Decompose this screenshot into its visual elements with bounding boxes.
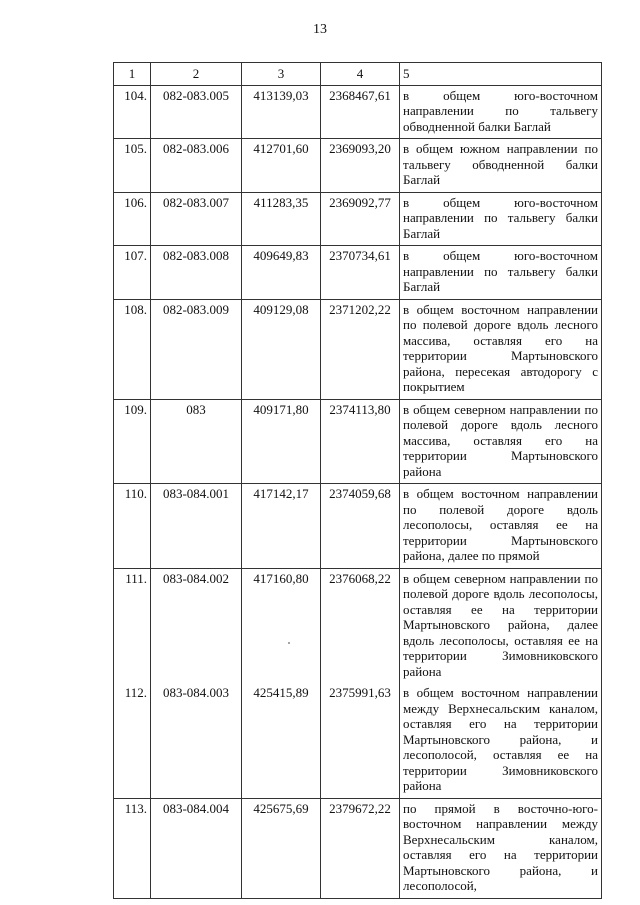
table-row [114, 399, 602, 484]
coord-x: 413139,03 [242, 85, 321, 139]
table-row [114, 85, 602, 139]
table-row [114, 568, 602, 683]
coord-x: 409649,83 [242, 246, 321, 300]
point-code: 083-084.002 [151, 568, 242, 683]
table-row [114, 484, 602, 569]
boundary-description: в общем северном направлении по полевой дороге вдоль лесополосы, оставляя ее на территории Мартыновского района, далее вдоль лесополосы, оставляя ее на территории Зимовниковского района [400, 568, 602, 683]
boundary-table [113, 62, 602, 899]
point-code: 082-083.007 [151, 192, 242, 246]
page-number: 13 [313, 22, 327, 37]
table-header-row [114, 63, 602, 86]
header-col-5: 5 [400, 63, 602, 86]
coord-y: 2369092,77 [321, 192, 400, 246]
table-row [114, 299, 602, 399]
coord-x: 425415,89 [242, 683, 321, 798]
coord-x: 417142,17 [242, 484, 321, 569]
coord-x: 425675,69 [242, 798, 321, 898]
row-number: 105. [114, 139, 151, 193]
table-row [114, 139, 602, 193]
boundary-description: в общем южном направлении по тальвегу обводненной балки Баглай [400, 139, 602, 193]
row-number: 113. [114, 798, 151, 898]
boundary-description: в общем юго-восточном направлении по тальвегу обводненной балки Баглай [400, 85, 602, 139]
point-code: 083-084.004 [151, 798, 242, 898]
boundary-description: в общем северном направлении по полевой дороге вдоль лесного массива, оставляя его на территории Мартыновского района [400, 399, 602, 484]
boundary-description: в общем юго-восточном направлении по тальвегу балки Баглай [400, 192, 602, 246]
coord-y: 2375991,63 [321, 683, 400, 798]
row-number: 109. [114, 399, 151, 484]
row-number: 110. [114, 484, 151, 569]
coord-x: 412701,60 [242, 139, 321, 193]
table-row [114, 192, 602, 246]
point-code: 082-083.009 [151, 299, 242, 399]
row-number: 111. [114, 568, 151, 683]
coord-y: 2374059,68 [321, 484, 400, 569]
boundary-description: в общем восточном направлении по полевой дороге вдоль лесополосы, оставляя ее на территории Мартыновского района, далее по прямой [400, 484, 602, 569]
scan-speck [288, 642, 290, 644]
coord-y: 2371202,22 [321, 299, 400, 399]
coord-x: 417160,80 [242, 568, 321, 683]
row-number: 107. [114, 246, 151, 300]
coord-x: 409129,08 [242, 299, 321, 399]
coord-y: 2374113,80 [321, 399, 400, 484]
coord-y: 2370734,61 [321, 246, 400, 300]
row-number: 108. [114, 299, 151, 399]
coord-y: 2369093,20 [321, 139, 400, 193]
table-row [114, 683, 602, 798]
table-row [114, 798, 602, 898]
boundary-description: по прямой в восточно-юго-восточном направлении между Верхнесальским каналом, оставляя его на территории Мартыновского района, и лесополосой, [400, 798, 602, 898]
coord-y: 2368467,61 [321, 85, 400, 139]
header-col-1: 1 [114, 63, 151, 86]
coord-y: 2379672,22 [321, 798, 400, 898]
header-col-2: 2 [151, 63, 242, 86]
table-row [114, 246, 602, 300]
coord-y: 2376068,22 [321, 568, 400, 683]
point-code: 083 [151, 399, 242, 484]
boundary-description: в общем юго-восточном направлении по тальвегу балки Баглай [400, 246, 602, 300]
coord-x: 409171,80 [242, 399, 321, 484]
point-code: 083-084.003 [151, 683, 242, 798]
point-code: 082-083.006 [151, 139, 242, 193]
header-col-4: 4 [321, 63, 400, 86]
boundary-description: в общем восточном направлении между Верхнесальским каналом, оставляя его на территории Мартыновского района, и лесополосой, оставляя ее на территории Зимовниковского района [400, 683, 602, 798]
point-code: 082-083.008 [151, 246, 242, 300]
header-col-3: 3 [242, 63, 321, 86]
point-code: 083-084.001 [151, 484, 242, 569]
coord-x: 411283,35 [242, 192, 321, 246]
row-number: 112. [114, 683, 151, 798]
point-code: 082-083.005 [151, 85, 242, 139]
boundary-description: в общем восточном направлении по полевой дороге вдоль лесного массива, оставляя его на территории Мартыновского района, пересекая автодорогу с покрытием [400, 299, 602, 399]
row-number: 106. [114, 192, 151, 246]
row-number: 104. [114, 85, 151, 139]
